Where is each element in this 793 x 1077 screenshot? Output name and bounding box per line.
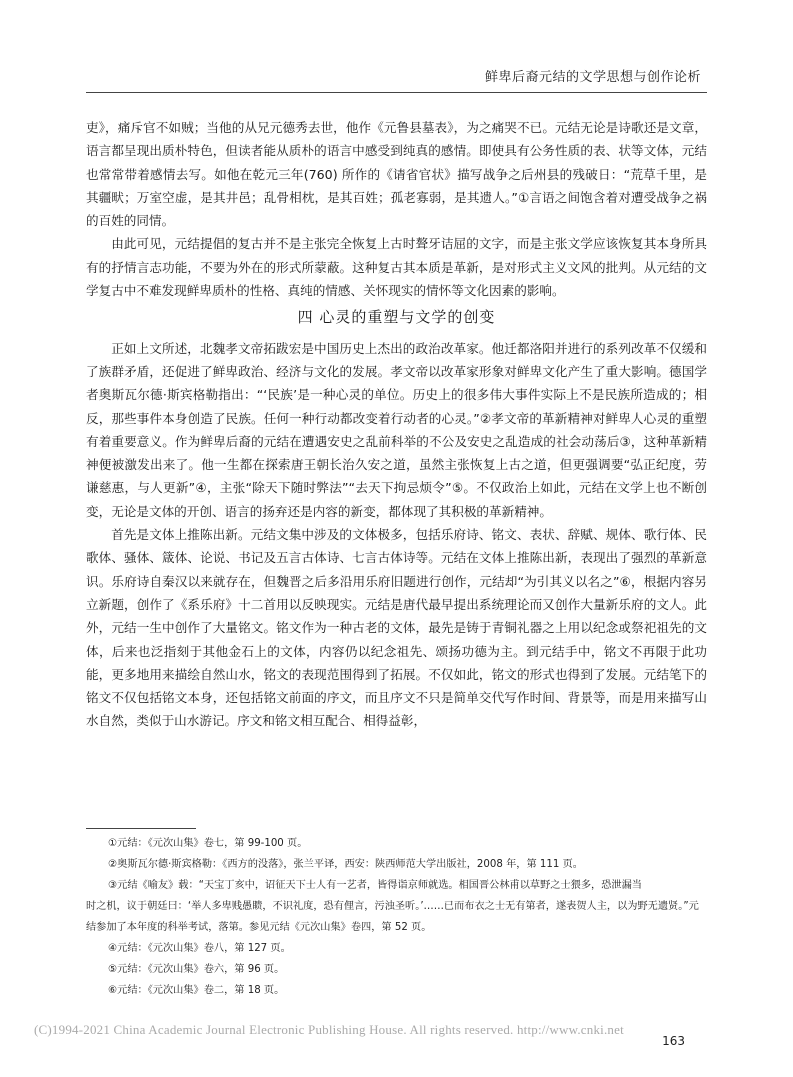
footnote-5: ⑤元结：《元次山集》卷六，第 96 页。	[108, 964, 285, 975]
header-rule	[86, 92, 707, 93]
paragraph-1: 吏》，痛斥官不如贼；当他的从兄元德秀去世，他作《元鲁县墓表》，为之痛哭不已。元结无论是诗歌还是文章，语言都呈现出质朴特色，但读者能从质朴的语言中感受到纯真的感情。即使具有公务性质的表、状等文体，元结也常常带着感情去写。如他在乾元三年(760) 所作的《请省官状》描写战争之后州县的残破日：“荒草千里，是其疆畎；万室空虚，是其井邑；乱骨相枕，是其百姓；孤老寡弱，是其遗人。”①言语之间饱含着对遭受战争之祸的百姓的同情。	[86, 120, 707, 229]
footnotes	[86, 828, 707, 1001]
footnote-3: ③元结《喻友》载：“天宝丁亥中，诏征天下士人有一艺者，皆得诣京师就选。相国晋公林甫以草野之士猥多，恐泄漏当	[108, 880, 642, 891]
footnote-3-continued: 时之机，议于朝廷曰：‘举人多卑贱愚瞆，不识礼度，恐有俚言，污浊圣听。’……已而布衣之士无有第者，遂表贺人主，以为野无遗贤。”元结参加了本年度的科举考试，落第。参见元结《元次山集》卷四，第 52 页。	[86, 901, 699, 933]
section-heading: 四 心灵的重塑与文学的创变	[297, 308, 496, 327]
paragraph-4: 首先是文体上推陈出新。元结文集中涉及的文体极多，包括乐府诗、铭文、表状、辞赋、规体、歌行体、民歌体、骚体、箴体、论说、书记及五言古体诗、七言古体诗等。元结在文体上推陈出新，表现出了强烈的革新意识。乐府诗自秦汉以来就存在，但魏晋之后多沿用乐府旧题进行创作，元结却“为引其义以名之”⑥，根据内容另立新题，创作了《系乐府》十二首用以反映现实。元结是唐代最早提出系统理论而又创作大量新乐府的文人。此外，元结一生中创作了大量铭文。铭文作为一种古老的文体，最先是铸于青铜礼器之上用以纪念或祭祀祖先的文体，后来也泛指刻于其他金石上的文体，内容仍以纪念祖先、颂扬功德为主。到元结手中，铭文不再限于此功能，更多地用来描绘自然山水，铭文的表现范围得到了拓展。不仅如此，铭文的形式也得到了发展。元结笔下的铭文不仅包括铭文本身，还包括铭文前面的序文，而且序文不只是简单交代写作时间、背景等，而是用来描写山水自然，类似于山水游记。序文和铭文相互配合、相得益彰，	[86, 527, 707, 729]
footnote-6: ⑥元结：《元次山集》卷二，第 18 页。	[108, 985, 285, 996]
footnote-2: ②奥斯瓦尔德·斯宾格勒：《西方的没落》，张兰平译，西安：陕西师范大学出版社，2008 年，第 111 页。	[108, 859, 583, 870]
footnote-4: ④元结：《元次山集》卷八，第 127 页。	[108, 943, 291, 954]
page-number: 163	[662, 1034, 685, 1048]
copyright-watermark: (C)1994-2021 China Academic Journal Electronic Publishing House. All rights reserved. http://www.cnki.net	[34, 1022, 624, 1037]
footnote-1: ①元结：《元次山集》卷七，第 99-100 页。	[108, 838, 308, 849]
footnote-rule	[86, 828, 196, 829]
running-head: 鲜卑后裔元结的文学思想与创作论析	[484, 70, 701, 85]
paragraph-2: 由此可见，元结提倡的复古并不是主张完全恢复上古时聱牙诘屈的文字，而是主张文学应该恢复其本身所具有的抒情言志功能，不要为外在的形式所蒙蔽。这种复古其本质是革新，是对形式主义文风的批判。从元结的文学复古中不难发现鲜卑质朴的性格、真纯的情感、关怀现实的情怀等文化因素的影响。	[86, 236, 707, 299]
article-body	[86, 116, 707, 733]
paragraph-3: 正如上文所述，北魏孝文帝拓跋宏是中国历史上杰出的政治改革家。他迁都洛阳并进行的系列改革不仅缓和了族群矛盾，还促进了鲜卑政治、经济与文化的发展。孝文帝以改革家形象对鲜卑文化产生了重大影响。德国学者奥斯瓦尔德·斯宾格勒指出：“‘民族’是一种心灵的单位。历史上的很多伟大事件实际上不是民族所造成的；相反，那些事件本身创造了民族。任何一种行动都改变着行动者的心灵。”②孝文帝的革新精神对鲜卑人心灵的重塑有着重要意义。作为鲜卑后裔的元结在遭遇安史之乱前科举的不公及安史之乱造成的社会动荡后③，这种革新精神便被激发出来了。他一生都在探索唐王朝长治久安之道，虽然主张恢复上古之道，但更强调要“弘正纪度，劳谦慈惠，与人更新”④，主张“除天下随时弊法”“去天下拘忌烦令”⑤。不仅政治上如此，元结在文学上也不断创变，无论是文体的开创、语言的扬弃还是内容的新变，都体现了其积极的革新精神。	[86, 340, 707, 519]
